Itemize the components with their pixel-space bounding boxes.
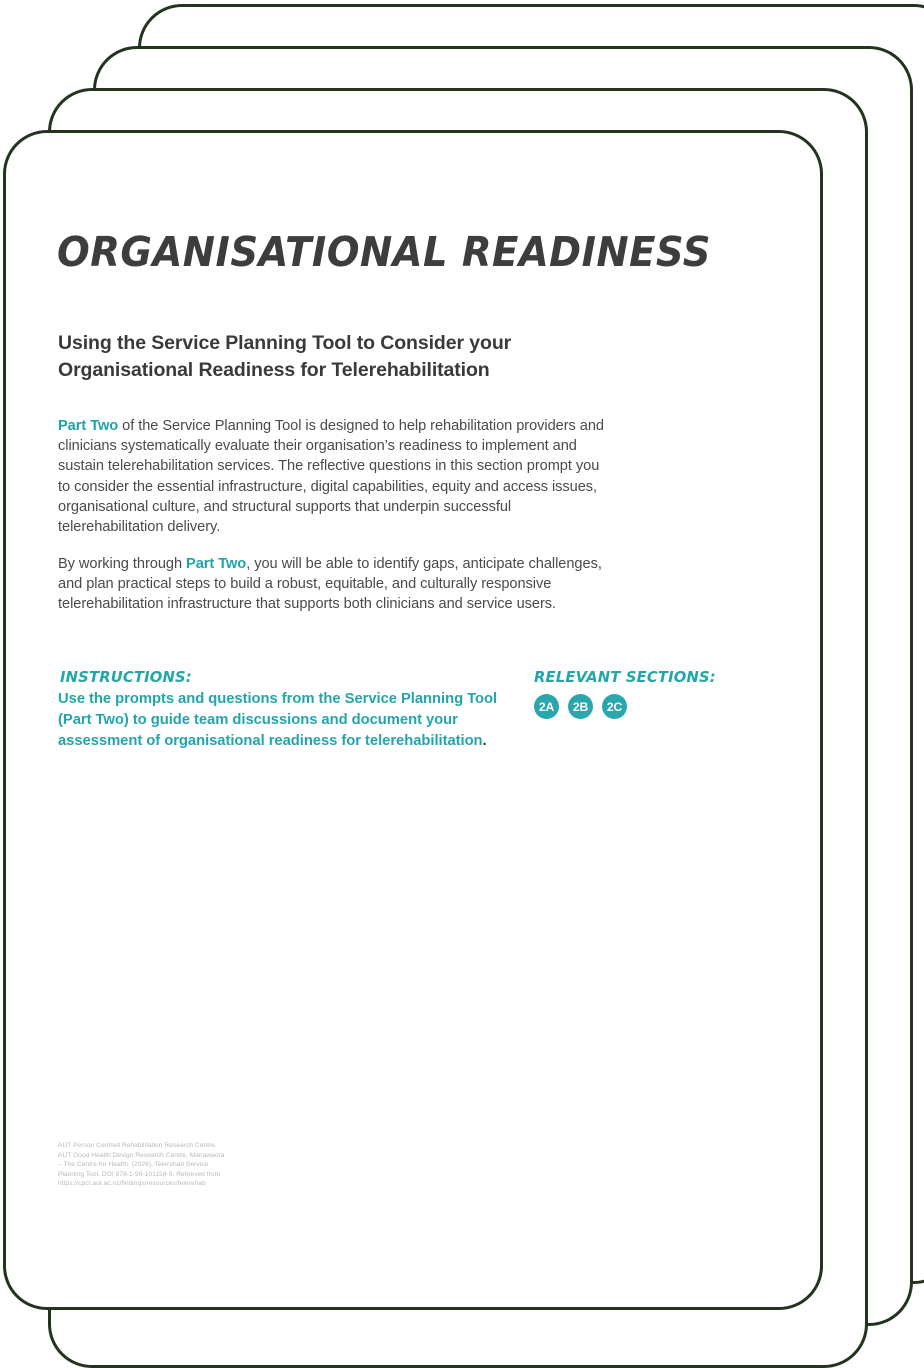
part-two-highlight-2: Part Two <box>186 556 247 572</box>
page-subtitle: Using the Service Planning Tool to Consider your Organisational Readiness for Telerehabilitation <box>58 332 512 381</box>
worksheet-page <box>3 130 823 1310</box>
footer-citation-line-1: AUT Person Centred Rehabilitation Research Centre, <box>58 1142 217 1149</box>
instructions-terminal-period: . <box>482 733 487 749</box>
relevant-sections-label: RELEVANT SECTIONS: <box>534 668 716 686</box>
intro-paragraph-2 <box>58 554 606 615</box>
footer-citation <box>58 1141 358 1189</box>
intro-paragraph-2-text: , you will be able to identify gaps, anticipate challenges, and plan practical steps to build a robust, equitable, and culturally responsive telerehabilitation infrastructure that supports both clinicians and service users. <box>58 556 602 613</box>
intro-paragraph-1-text: of the Service Planning Tool is designed to help rehabilitation providers and clinicians systematically evaluate their organisation’s readiness to implement and sustain telerehabilitation services. The reflective questions in this section prompt you to consider the essential infrastructure, digital capabilities, equity and access issues, organisational culture, and structural supports that underpin successful telerehabilitation delivery. <box>58 418 605 536</box>
section-badge-2b[interactable]: 2B <box>568 694 593 719</box>
intro-paragraph-1 <box>58 416 606 537</box>
footer-citation-line-2: AUT Good Health Design Research Centre, Manawaora <box>58 1151 225 1159</box>
section-badge-2a[interactable]: 2A <box>534 694 559 719</box>
instructions-label: INSTRUCTIONS: <box>60 668 192 686</box>
relevant-sections-badges <box>534 694 627 719</box>
intro-paragraph-2-prefix: By working through <box>58 556 187 572</box>
footer-citation-line-3: – The Centre for Health. (2026). Telerehab Service <box>58 1161 209 1169</box>
instructions-text <box>58 689 498 752</box>
footer-citation-line-5: https://cpcr.aut.ac.nz/findings/resources/telerehab <box>58 1180 206 1188</box>
page-title: ORGANISATIONAL READINESS <box>57 228 712 276</box>
footer-citation-line-4: Planning Tool. DOI 978-1-99-101158-9. Retrieved from <box>58 1170 221 1178</box>
part-two-highlight-1: Part Two <box>58 418 119 434</box>
section-badge-2c[interactable]: 2C <box>602 694 627 719</box>
instructions-text-body: Use the prompts and questions from the Service Planning Tool (Part Two) to guide team discussions and document your assessment of organisational readiness for telerehabilitation <box>58 691 498 749</box>
